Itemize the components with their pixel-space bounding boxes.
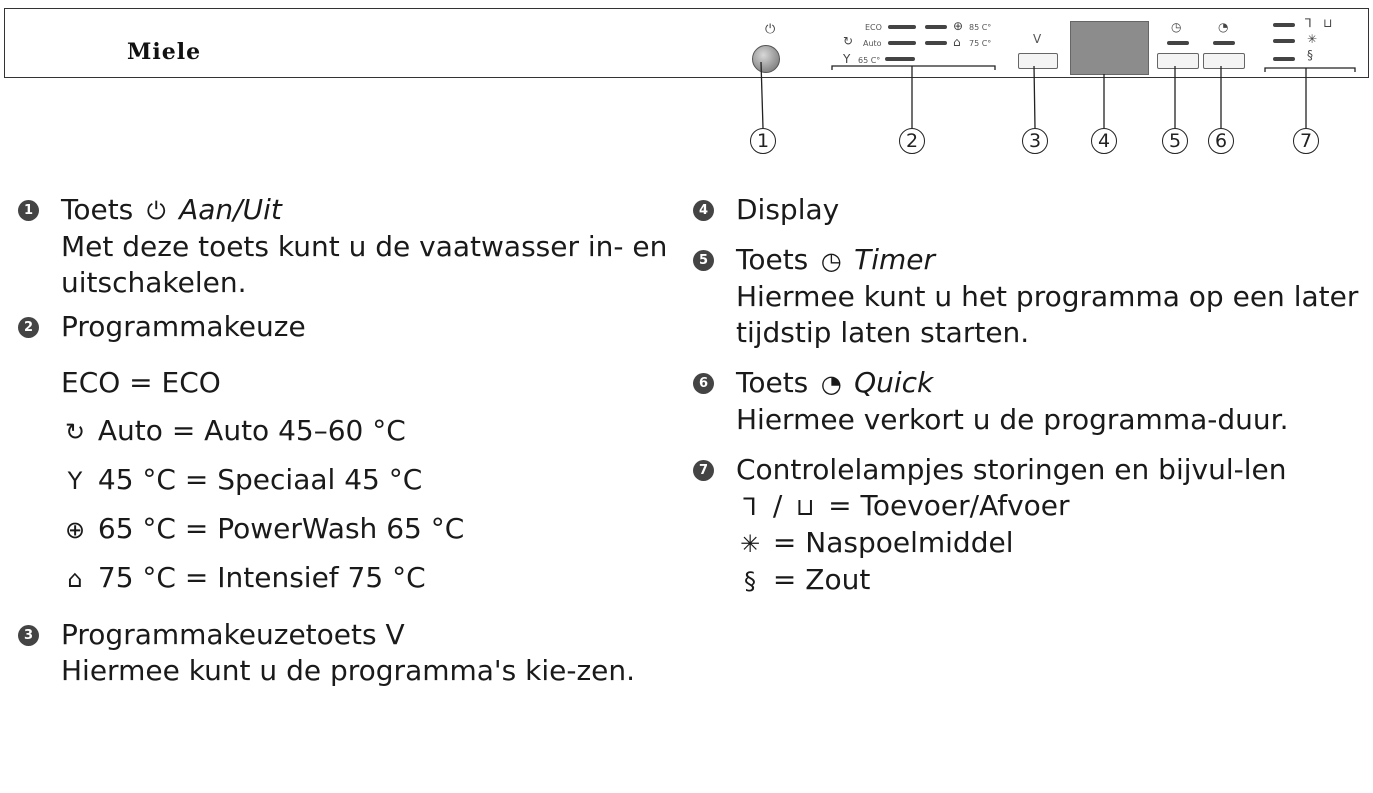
timer-icon: ◷ [1171,20,1182,34]
item-number: 7 [693,460,714,481]
program-row [61,456,678,505]
legend-item-7 [693,452,1363,599]
powerwash-icon: ⊕ [953,19,964,33]
program-row [61,359,678,407]
item-number: 2 [18,317,39,338]
program-text: ECO = ECO [61,366,221,399]
legend-item-6 [693,365,1363,438]
power-button [752,45,780,73]
item-description: Hiermee verkort u de programma-duur. [736,403,1289,436]
warning-led-water [1273,23,1295,27]
callout-4: 4 [1091,128,1117,154]
item-number: 4 [693,200,714,221]
drain-icon: ⊔ [1323,16,1333,30]
prog-label-75: 75 C° [969,39,992,48]
program-text: Auto = Auto 45–60 °C [97,414,406,447]
prog-label-65: 65 C° [858,56,881,65]
program-row [61,505,678,554]
item-description: Hiermee kunt u het programma op een later tijdstip laten starten. [736,280,1359,349]
rinse-aid-icon: ✳ [1307,32,1318,46]
miele-logo: Miele [127,39,202,65]
item-number: 6 [693,373,714,394]
control-panel-diagram [4,8,1369,78]
salt-icon: § [1307,48,1313,62]
program-list [61,359,678,603]
legend-item-2 [18,309,678,603]
powerwash-icon: ⊕ [64,516,86,544]
legend-item-5 [693,242,1363,351]
legend-left-column [18,192,678,689]
auto-cycle-icon: ↻ [843,34,854,48]
item-key-name: Aan/Uit [179,193,282,226]
item-key-name: Quick [854,366,934,399]
pot-icon: ⌂ [953,35,961,49]
prog-led-auto [888,41,916,45]
item-label: Toets [61,193,134,226]
glass-icon: Y [67,467,83,495]
salt-icon: § [744,567,756,595]
program-text: 75 °C = Intensief 75 °C [97,561,426,594]
power-symbol: ⏻ [765,22,776,37]
item-description: Met deze toets kunt u de vaatwasser in- en uitschakelen. [61,230,668,299]
program-text: 45 °C = Speciaal 45 °C [97,463,423,496]
program-row [61,407,678,456]
legend-item-1 [18,192,678,301]
item-description: Hiermee kunt u de programma's kie-zen. [61,654,636,687]
callout-1: 1 [750,128,776,154]
item-number: 3 [18,625,39,646]
power-icon: ⏻ [146,197,166,225]
callout-5: 5 [1162,128,1188,154]
prog-led-75 [925,41,947,45]
item-title: Controlelampjes storingen en bijvul-len [736,453,1287,486]
timer-led [1167,41,1189,45]
quick-icon: ◔ [820,370,842,398]
legend-right-column [693,192,1363,599]
program-row [61,554,678,603]
auto-cycle-icon: ↻ [64,418,86,446]
tap-icon: ⅂ [1305,16,1312,30]
item-key-name: Timer [854,243,935,276]
prog-label-eco: ECO [865,23,882,32]
item-number: 5 [693,250,714,271]
indicator-text: = Naspoelmiddel [772,526,1014,559]
item-title: Programmakeuze [61,310,306,343]
item-title: Display [736,193,840,226]
legend-item-3 [18,617,678,689]
callout-7: 7 [1293,128,1319,154]
timer-key [1157,53,1199,69]
quick-icon: ◔ [1218,20,1229,34]
indicator-row [736,525,1363,562]
program-select-key [1018,53,1058,69]
callout-2: 2 [899,128,925,154]
warning-led-salt [1273,57,1295,61]
program-text: 65 °C = PowerWash 65 °C [97,512,465,545]
indicator-row: ⅂ / ⊔ = Toevoer/Afvoer [736,488,1363,525]
warning-led-rinse [1273,39,1295,43]
indicator-text: = Zout [772,563,871,596]
tap-icon: ⅂ [743,493,757,521]
prog-led-65 [885,57,915,61]
quick-led [1213,41,1235,45]
glass-icon: Y [843,52,851,66]
display [1070,21,1149,75]
legend-item-4 [693,192,1363,228]
item-number: 1 [18,200,39,221]
indicator-row [736,562,1363,599]
select-key-symbol: V [1033,32,1042,46]
prog-led-eco [888,25,916,29]
quick-key [1203,53,1245,69]
prog-label-auto: Auto [863,39,882,48]
item-title: Programmakeuzetoets V [61,618,405,651]
prog-label-85: 85 C° [969,23,992,32]
rinse-aid-icon: ✳ [739,530,761,558]
pot-icon: ⌂ [67,565,83,593]
callout-6: 6 [1208,128,1234,154]
item-label: Toets [736,243,809,276]
prog-led-85 [925,25,947,29]
indicator-text: = Toevoer/Afvoer [828,489,1070,522]
timer-icon: ◷ [820,247,842,275]
drain-icon: ⊔ [795,493,815,521]
item-label: Toets [736,366,809,399]
callout-3: 3 [1022,128,1048,154]
